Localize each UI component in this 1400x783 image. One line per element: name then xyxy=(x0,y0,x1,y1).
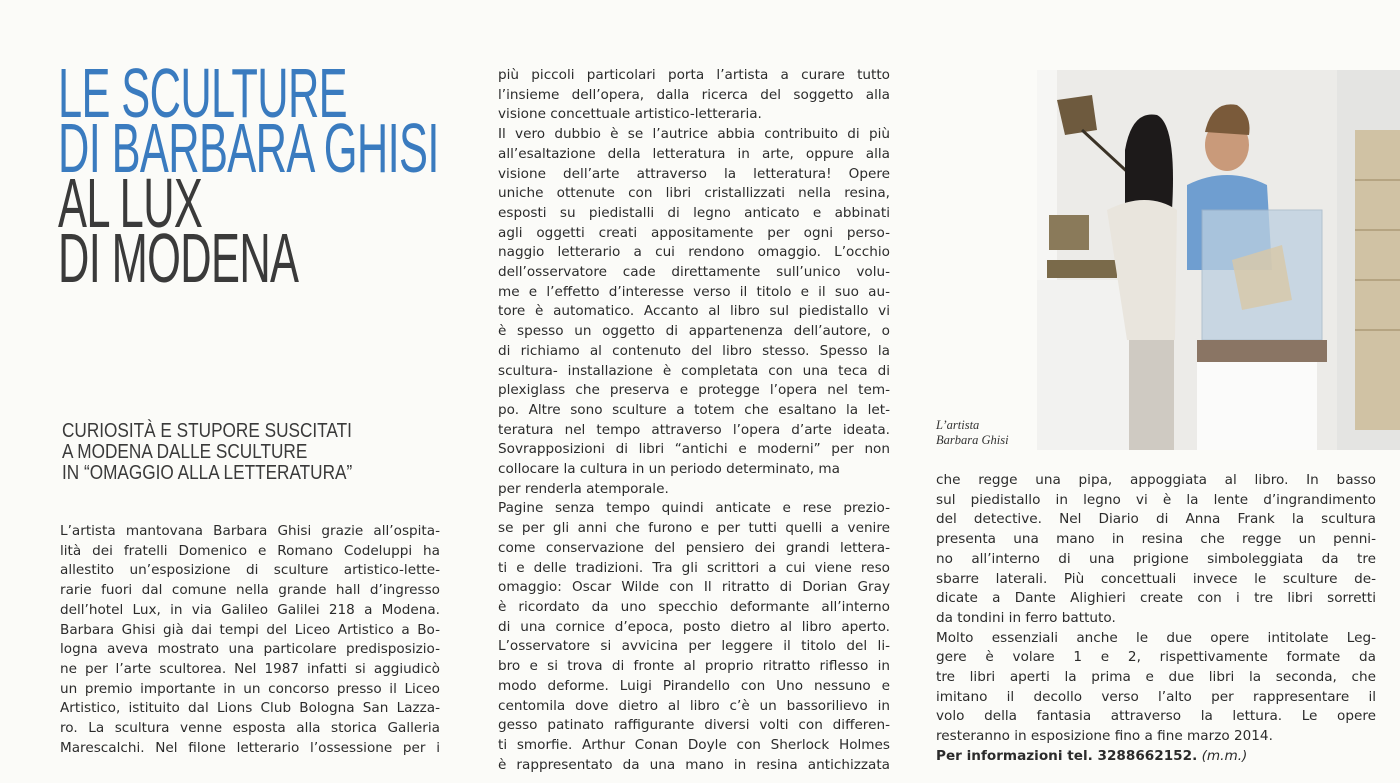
text-line: ro. La scultura venne esposta alla storica Galleria xyxy=(60,720,440,737)
title-line-2: DI BARBARA GHISI xyxy=(58,109,439,187)
text-line: uniche ottenute con libri cristallizzati nella resina, xyxy=(498,185,890,202)
author-signature: (m.m.) xyxy=(1201,747,1248,764)
text-line: allestito un’esposizione di sculture artistico-lette- xyxy=(60,562,440,579)
text-line: scultura- installazione è completata con una teca di xyxy=(498,362,890,379)
text-line: gesso patinato raffigurante diversi volti con differen- xyxy=(498,717,890,734)
subtitle-line: IN “OMAGGIO ALLA LETTERATURA” xyxy=(62,462,353,484)
text-line: Marescalchi. Nel filone letterario l’ossessione per i xyxy=(60,739,440,756)
text-line: visione concettuale artistico-letteraria. xyxy=(498,106,762,123)
text-line: all’esaltazione della letteratura in arte, oppure alla xyxy=(498,145,890,162)
text-line: ti smorfie. Arthur Conan Doyle con Sherlock Holmes xyxy=(498,736,890,753)
text-line: Barbara Ghisi già dai tempi del Liceo Artistico a Bo- xyxy=(60,621,440,638)
caption-line: L’artista xyxy=(936,418,980,432)
title-line-3: AL LUX xyxy=(58,164,203,242)
text-line: volo della fantasia attraverso la lettura. Le opere xyxy=(936,708,1376,725)
text-line: bro e si trova di fronte al proprio ritratto riflesso in xyxy=(498,658,890,675)
text-line: da tondini in ferro battuto. xyxy=(936,609,1116,626)
article-title xyxy=(58,54,478,297)
text-line: più piccoli particolari porta l’artista a curare tutto xyxy=(498,67,890,83)
caption-line: Barbara Ghisi xyxy=(936,433,1009,447)
text-line: un premio importante in un concorso presso il Liceo xyxy=(60,680,440,697)
text-line: lità dei fratelli Domenico e Romano Codeluppi ha xyxy=(60,542,440,559)
text-line: Molto essenziali anche le due opere intitolate Leg- xyxy=(936,629,1376,646)
text-line: modo deforme. Luigi Pirandello con Uno nessuno e xyxy=(498,677,890,694)
text-line: Pagine senza tempo quindi anticate e rese prezio- xyxy=(498,500,890,517)
text-line: esposti su piedistalli di legno anticato e abbinati xyxy=(498,204,890,221)
text-line: centomila dove dietro al libro c’è un bassorilievo in xyxy=(498,697,890,714)
text-line: resteranno in esposizione fino a fine marzo 2014. xyxy=(936,728,1273,745)
text-line: imitano il decollo verso l’alto per rappresentare il xyxy=(936,688,1376,705)
text-line: tre libri aperti la prima e due libri la seconda, che xyxy=(936,669,1376,686)
title-line-1: LE SCULTURE xyxy=(58,54,348,132)
text-line: logna aveva mostrato una particolare predisposizio- xyxy=(60,641,440,658)
text-line: naggio letterario a cui rendono omaggio. L’occhio xyxy=(498,244,890,261)
article-subtitle xyxy=(62,421,482,484)
text-line: visione dell’arte attraverso la letteratura! Opere xyxy=(498,165,890,182)
subtitle-line: A MODENA DALLE SCULTURE xyxy=(62,441,308,463)
text-line: se per gli anni che furono e per tutti quelli a venire xyxy=(498,520,890,537)
text-line: po. Altre sono sculture a totem che esaltano la let- xyxy=(498,401,890,418)
text-line: plexiglass che preserva e protegge l’opera nel tem- xyxy=(498,382,890,399)
text-line: me e l’effetto d’interesse verso il titolo e il suo au- xyxy=(498,283,890,300)
text-line: è ricordato da uno specchio deformante all’interno xyxy=(498,598,890,615)
text-line: dell’hotel Lux, in via Galileo Galilei 218 a Modena. xyxy=(60,601,440,618)
text-line: del detective. Nel Diario di Anna Frank la scultura xyxy=(936,511,1376,528)
text-line: Sovrapposizioni di libri “antichi e moderni” per non xyxy=(498,441,890,458)
text-line: dell’osservatore cade direttamente sull’unico volu- xyxy=(498,264,890,281)
text-line: che regge una pipa, appoggiata al libro. In basso xyxy=(936,472,1376,488)
subtitle-line: CURIOSITÀ E STUPORE SUSCITATI xyxy=(62,420,352,442)
contact-phone: Per informazioni tel. 3288662152. xyxy=(936,747,1198,764)
text-line: L’osservatore si avvicina per leggere il titolo del li- xyxy=(498,638,890,655)
text-line: gere è volare 1 e 2, rispettivamente formate da xyxy=(936,649,1376,666)
text-line: rarie fuori dal comune nella grande hall d’ingresso xyxy=(60,582,440,599)
text-line: sul piedistallo in legno vi è la lente d’ingrandimento xyxy=(936,491,1376,508)
text-line: come conservazione del pensiero dei grandi lettera- xyxy=(498,539,890,556)
text-line: omaggio: Oscar Wilde con Il ritratto di Dorian Gray xyxy=(498,579,890,596)
text-line: presenta una mano in resina che regge un penni- xyxy=(936,531,1376,548)
body-column-3 xyxy=(936,471,1376,767)
text-line: Il vero dubbio è se l’autrice abbia contribuito di più xyxy=(498,126,890,143)
contact-line xyxy=(936,747,1376,767)
text-line: l’insieme dell’opera, dalla ricerca del soggetto alla xyxy=(498,86,890,103)
text-line: tore è automatico. Accanto al libro sul piedistallo vi xyxy=(498,303,890,320)
text-line: di una cornice d’epoca, posto dietro al libro aperto. xyxy=(498,618,890,635)
body-column-2 xyxy=(498,66,890,775)
text-line: dicate a Dante Alighieri create con i tre libri sorretti xyxy=(936,590,1376,607)
text-line: è spesso un oggetto di appartenenza dell’autore, o xyxy=(498,323,890,340)
title-line-4: DI MODENA xyxy=(58,219,299,297)
text-line: no all’interno di una prigione simboleggiata da tre xyxy=(936,550,1376,567)
text-line: per renderla atemporale. xyxy=(498,480,669,497)
text-line: L’artista mantovana Barbara Ghisi grazie all’ospita- xyxy=(60,523,440,539)
photo-illustration xyxy=(1037,70,1400,450)
text-line: Artistico, istituito dal Lions Club Bologna San Lazza- xyxy=(60,700,440,717)
text-line: ti e delle tradizioni. Tra gli scrittori a cui viene reso xyxy=(498,559,890,576)
photo-caption xyxy=(936,418,1009,448)
text-line: di richiamo al contenuto del libro stesso. Spesso la xyxy=(498,342,890,359)
text-line: collocare la cultura in un periodo determinato, ma xyxy=(498,461,840,478)
text-line: sbarre laterali. Più concettuali invece le sculture de- xyxy=(936,570,1376,587)
body-column-1 xyxy=(60,522,440,758)
text-line: agli oggetti creati appositamente per ogni perso- xyxy=(498,224,890,241)
artist-photo xyxy=(1037,70,1400,450)
text-line: è rappresentato da una mano in resina antichizzata xyxy=(498,756,890,773)
text-line: teratura nel tempo attraverso l’opera d’arte ideata. xyxy=(498,421,890,438)
text-line: ne per l’arte scultorea. Nel 1987 infatti si aggiudicò xyxy=(60,660,440,677)
